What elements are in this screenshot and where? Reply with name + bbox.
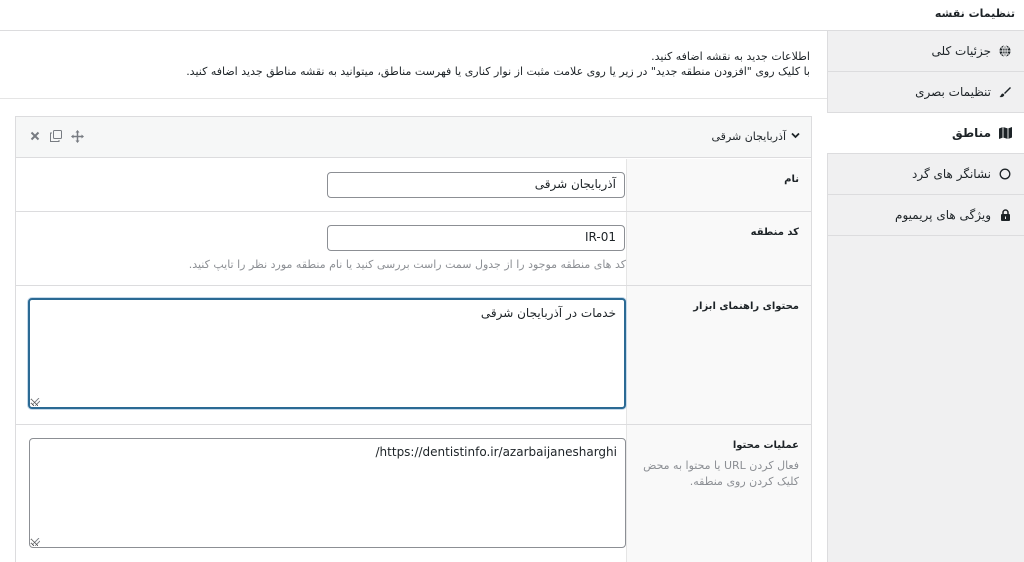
settings-sidebar [827, 31, 1024, 562]
circle-icon [998, 167, 1012, 181]
region-title[interactable] [712, 130, 800, 143]
tab-label: جزئیات کلی [931, 44, 991, 58]
name-label: نام [626, 159, 811, 211]
content-action-textarea[interactable] [29, 438, 626, 548]
tab-round-markers[interactable] [828, 154, 1024, 195]
map-icon [998, 126, 1012, 140]
content-action-title: عملیات محتوا [732, 440, 799, 451]
tab-label: ویژگی های پریمیوم [895, 208, 991, 222]
tab-premium-features[interactable] [828, 195, 1024, 236]
region-title-text: آذربایجان شرقی [711, 130, 786, 143]
tab-label: مناطق [952, 126, 991, 140]
region-code-row [16, 212, 811, 286]
tab-regions[interactable] [826, 113, 1024, 154]
region-code-label: کد منطقه [626, 212, 811, 285]
tooltip-content-text: خدمات در آذربایجان شرقی [480, 306, 616, 320]
resize-handle-icon[interactable] [32, 538, 40, 546]
globe-icon [998, 44, 1012, 58]
region-actions [28, 129, 84, 143]
brush-icon [998, 85, 1012, 99]
main-content [0, 31, 827, 562]
duplicate-icon[interactable] [49, 129, 63, 143]
region-panel [15, 116, 812, 562]
tab-label: نشانگر های گرد [912, 167, 991, 181]
notice-line-1: اطلاعات جدید به نقشه اضافه کنید. [651, 50, 810, 63]
tab-visual-settings[interactable] [828, 72, 1024, 113]
notice-text [0, 31, 827, 99]
name-row [16, 159, 811, 212]
page-title: تنظیمات نقشه [934, 7, 1015, 20]
close-icon[interactable] [28, 129, 42, 143]
region-panel-header[interactable] [16, 117, 811, 158]
lock-icon [998, 208, 1012, 222]
tooltip-row [16, 286, 811, 425]
tooltip-label: محتوای راهنمای ابزار [626, 286, 811, 424]
tooltip-content-textarea[interactable] [28, 298, 626, 409]
resize-handle-icon[interactable] [32, 398, 40, 406]
region-code-help: کد های منطقه موجود را از جدول سمت راست بررسی کنید یا نام منطقه مورد نظر را تایپ کنید. [188, 258, 626, 271]
region-name-input[interactable]: آذربایجان شرقی [327, 172, 625, 198]
move-icon[interactable] [70, 129, 84, 143]
content-action-help: فعال کردن URL یا محتوا به محض کلیک کردن روی منطقه. [643, 459, 799, 488]
content-action-url: https://dentistinfo.ir/azarbaijanesharghi/ [375, 445, 617, 459]
tab-label: تنظیمات بصری [915, 85, 991, 99]
content-action-label [626, 425, 811, 562]
tab-general-details[interactable] [828, 31, 1024, 72]
region-code-input[interactable]: IR-01 [327, 225, 625, 251]
chevron-down-icon[interactable] [791, 130, 800, 143]
notice-line-2: با کلیک روی "افزودن منطقه جدید" در زیر یا روی علامت مثبت از نوار کناری یا فهرست مناطق، میتوانید به نقشه مناطق جدید اضافه کنید. [186, 65, 810, 78]
top-bar [0, 0, 1024, 31]
content-action-row [16, 425, 811, 562]
